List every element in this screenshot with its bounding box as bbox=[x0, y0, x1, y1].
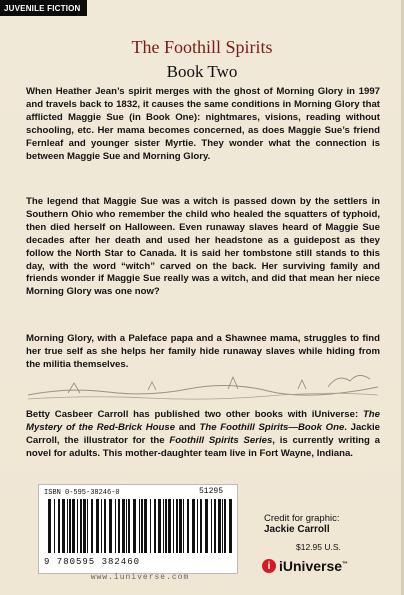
blurb-paragraph-1: When Heather Jean’s spirit merges with the ghost of Morning Glory in 1997 and travels back to 1832, it causes the same conditions in Morning Glory that afflicted Maggie Sue (in Book One): nightmares, visions, reading without schooling, etc. Her mama becomes concerned, as does Maggie Sue’s friend Fernleaf and younger sister Myrtie. They wonder what the connection is between Maggie Sue and Morning Glory. bbox=[26, 86, 380, 162]
blurb-paragraph-3: Morning Glory, with a Paleface papa and a Shawnee mama, struggles to find her true self as she helps her family hide runaway slaves while hiding from the militia themselves. bbox=[26, 333, 380, 370]
graphic-credit-label: Credit for graphic: bbox=[264, 513, 340, 524]
book-title-red-brick: The Mystery of the Red-Brick House bbox=[26, 409, 380, 433]
book-title-book-one: The Foothill Spirits—Book One bbox=[199, 421, 345, 433]
genre-label: JUVENILE FICTION bbox=[0, 0, 87, 16]
graphic-credit-name: Jackie Carroll bbox=[264, 524, 330, 535]
publisher-url: www.iuniverse.com bbox=[90, 573, 190, 582]
price: $12.95 U.S. bbox=[296, 542, 341, 552]
blurb-paragraph-2: The legend that Maggie Sue was a witch is passed down by the settlers in Southern Ohio who remember the child who healed the squatters of typhoid, then died herself on Halloween. Even runaway slaves heard of Maggie Sue decades after her death and used her headstone as a guidepost as they follow the North Star to Canada. It is said her tombstone still stands to this day, with the word “witch” carved on the back. Her surviving family and friends wonder if Maggie Sue really was a witch, and did that mean her niece Morning Glory was one now? bbox=[26, 196, 380, 298]
publisher-logo bbox=[262, 558, 348, 574]
book-subtitle: Book Two bbox=[166, 62, 238, 81]
landscape-sketch-icon bbox=[28, 365, 378, 403]
series-name: Foothill Spirits Series bbox=[169, 434, 273, 446]
book-title: The Foothill Spirits bbox=[131, 37, 273, 57]
barcode-icon bbox=[48, 499, 232, 555]
author-bio: Betty Casbeer Carroll has published two other books with iUniverse: The Mystery of the Red-Brick House and The Foothill Spirits—Book One. Jackie Carroll, the illustrator for the Foothill Spirits Series, is currently writing a novel for adults. This mother-daughter team live in Fort Wayne, Indiana. bbox=[26, 409, 380, 459]
iuniverse-mark-icon: i bbox=[262, 559, 276, 573]
ean-number: 9 780595 382460 bbox=[44, 557, 141, 567]
publisher-name: iUniverse™ bbox=[279, 558, 349, 574]
price-code: 51295 bbox=[199, 487, 224, 496]
isbn-text: ISBN 0-595-38246-0 bbox=[44, 489, 120, 497]
